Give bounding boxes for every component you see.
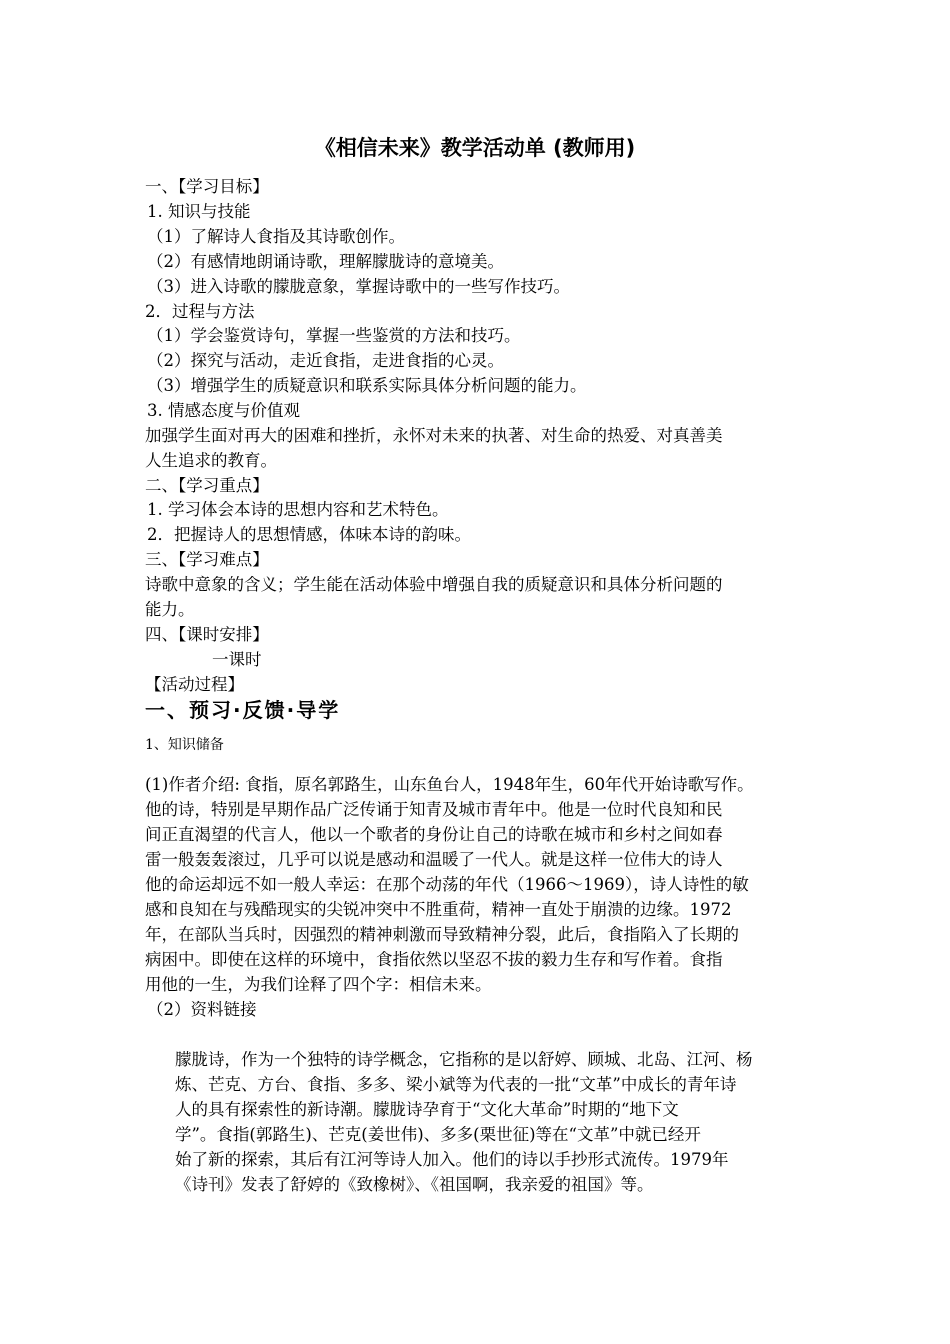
objective-3-text-line-2: 人生追求的教育。 [145,451,277,470]
objective-1-item-1: （1）了解诗人食指及其诗歌创作。 [147,227,405,246]
section-schedule-heading: 四、【课时安排】 [145,625,269,644]
objective-2-item-3: （3）增强学生的质疑意识和联系实际具体分析问题的能力。 [147,376,587,395]
quote-line: 人的具有探索性的新诗潮。朦胧诗孕育于“文化大革命”时期的“地下文 [175,1100,679,1119]
section-objectives-heading: 一、【学习目标】 [145,177,269,196]
author-intro-line: 他的命运却远不如一般人幸运：在那个动荡的年代（1966～1969），诗人诗性的敏 [145,875,749,894]
objective-3-text-line-1: 加强学生面对再大的困难和挫折，永怀对未来的执著、对生命的热爱、对真善美 [145,426,723,445]
difficulties-line-2: 能力。 [145,600,195,619]
objective-2-heading: 2．过程与方法 [145,302,255,321]
quote-line: 学”。食指(郭路生)、芒克(姜世伟)、多多(栗世征)等在“文革”中就已经开 [175,1125,701,1144]
objective-2-item-1: （1）学会鉴赏诗句，掌握一些鉴赏的方法和技巧。 [147,326,521,345]
author-intro-line: 年，在部队当兵时，因强烈的精神刺激而导致精神分裂，此后，食指陷入了长期的 [145,925,739,944]
keypoint-1: 1. 学习体会本诗的思想内容和艺术特色。 [147,500,449,519]
keypoint-2: 2．把握诗人的思想情感，体味本诗的韵味。 [147,525,471,544]
quote-line: 炼、芒克、方台、食指、多多、梁小斌等为代表的一批“文革”中成长的青年诗 [175,1075,737,1094]
section-keypoints-heading: 二、【学习重点】 [145,476,269,495]
schedule-value: 一课时 [212,650,262,669]
author-intro-line: 雷一般轰轰滚过，几乎可以说是感动和温暖了一代人。就是这样一位伟大的诗人 [145,850,723,869]
author-intro-line: 他的诗，特别是早期作品广泛传诵于知青及城市青年中。他是一位时代良知和民 [145,800,723,819]
author-intro-line: 用他的一生，为我们诠释了四个字：相信未来。 [145,975,492,994]
author-intro-line: 感和良知在与残酷现实的尖锐冲突中不胜重荷，精神一直处于崩溃的边缘。1972 [145,900,732,919]
objective-1-item-2: （2）有感情地朗诵诗歌，理解朦胧诗的意境美。 [147,252,504,271]
quote-line: 始了新的探索，其后有江河等诗人加入。他们的诗以手抄形式流传。1979年 [175,1150,729,1169]
objective-2-item-2: （2）探究与活动，走近食指，走进食指的心灵。 [147,351,504,370]
author-intro-line: 间正直渴望的代言人，他以一个歌者的身份让自己的诗歌在城市和乡村之间如春 [145,825,723,844]
author-intro-line: 病困中。即使在这样的环境中，食指依然以坚忍不拔的毅力生存和写作着。食指 [145,950,723,969]
document-title: 《相信未来》教学活动单 (教师用) [314,136,636,160]
knowledge-subheading: 1、知识储备 [145,737,224,753]
quote-line: 《诗刊》发表了舒婷的《致橡树》、《祖国啊，我亲爱的祖国》等。 [175,1175,654,1194]
difficulties-line-1: 诗歌中意象的含义；学生能在活动体验中增强自我的质疑意识和具体分析问题的 [145,575,723,594]
section-difficulties-heading: 三、【学习难点】 [145,550,269,569]
section-preview-heading: 一、预习·反馈·导学 [145,698,341,722]
objective-1-heading: 1. 知识与技能 [147,202,251,221]
quote-line: 朦胧诗，作为一个独特的诗学概念，它指称的是以舒婷、顾城、北岛、江河、杨 [175,1050,753,1069]
activity-process-heading: 【活动过程】 [145,675,244,694]
resource-link-label: （2）资料链接 [147,1000,257,1019]
objective-3-heading: 3. 情感态度与价值观 [147,401,300,420]
author-intro-line: (1)作者介绍: 食指，原名郭路生，山东鱼台人，1948年生，60年代开始诗歌写作。 [145,775,754,794]
objective-1-item-3: （3）进入诗歌的朦胧意象，掌握诗歌中的一些写作技巧。 [147,277,570,296]
